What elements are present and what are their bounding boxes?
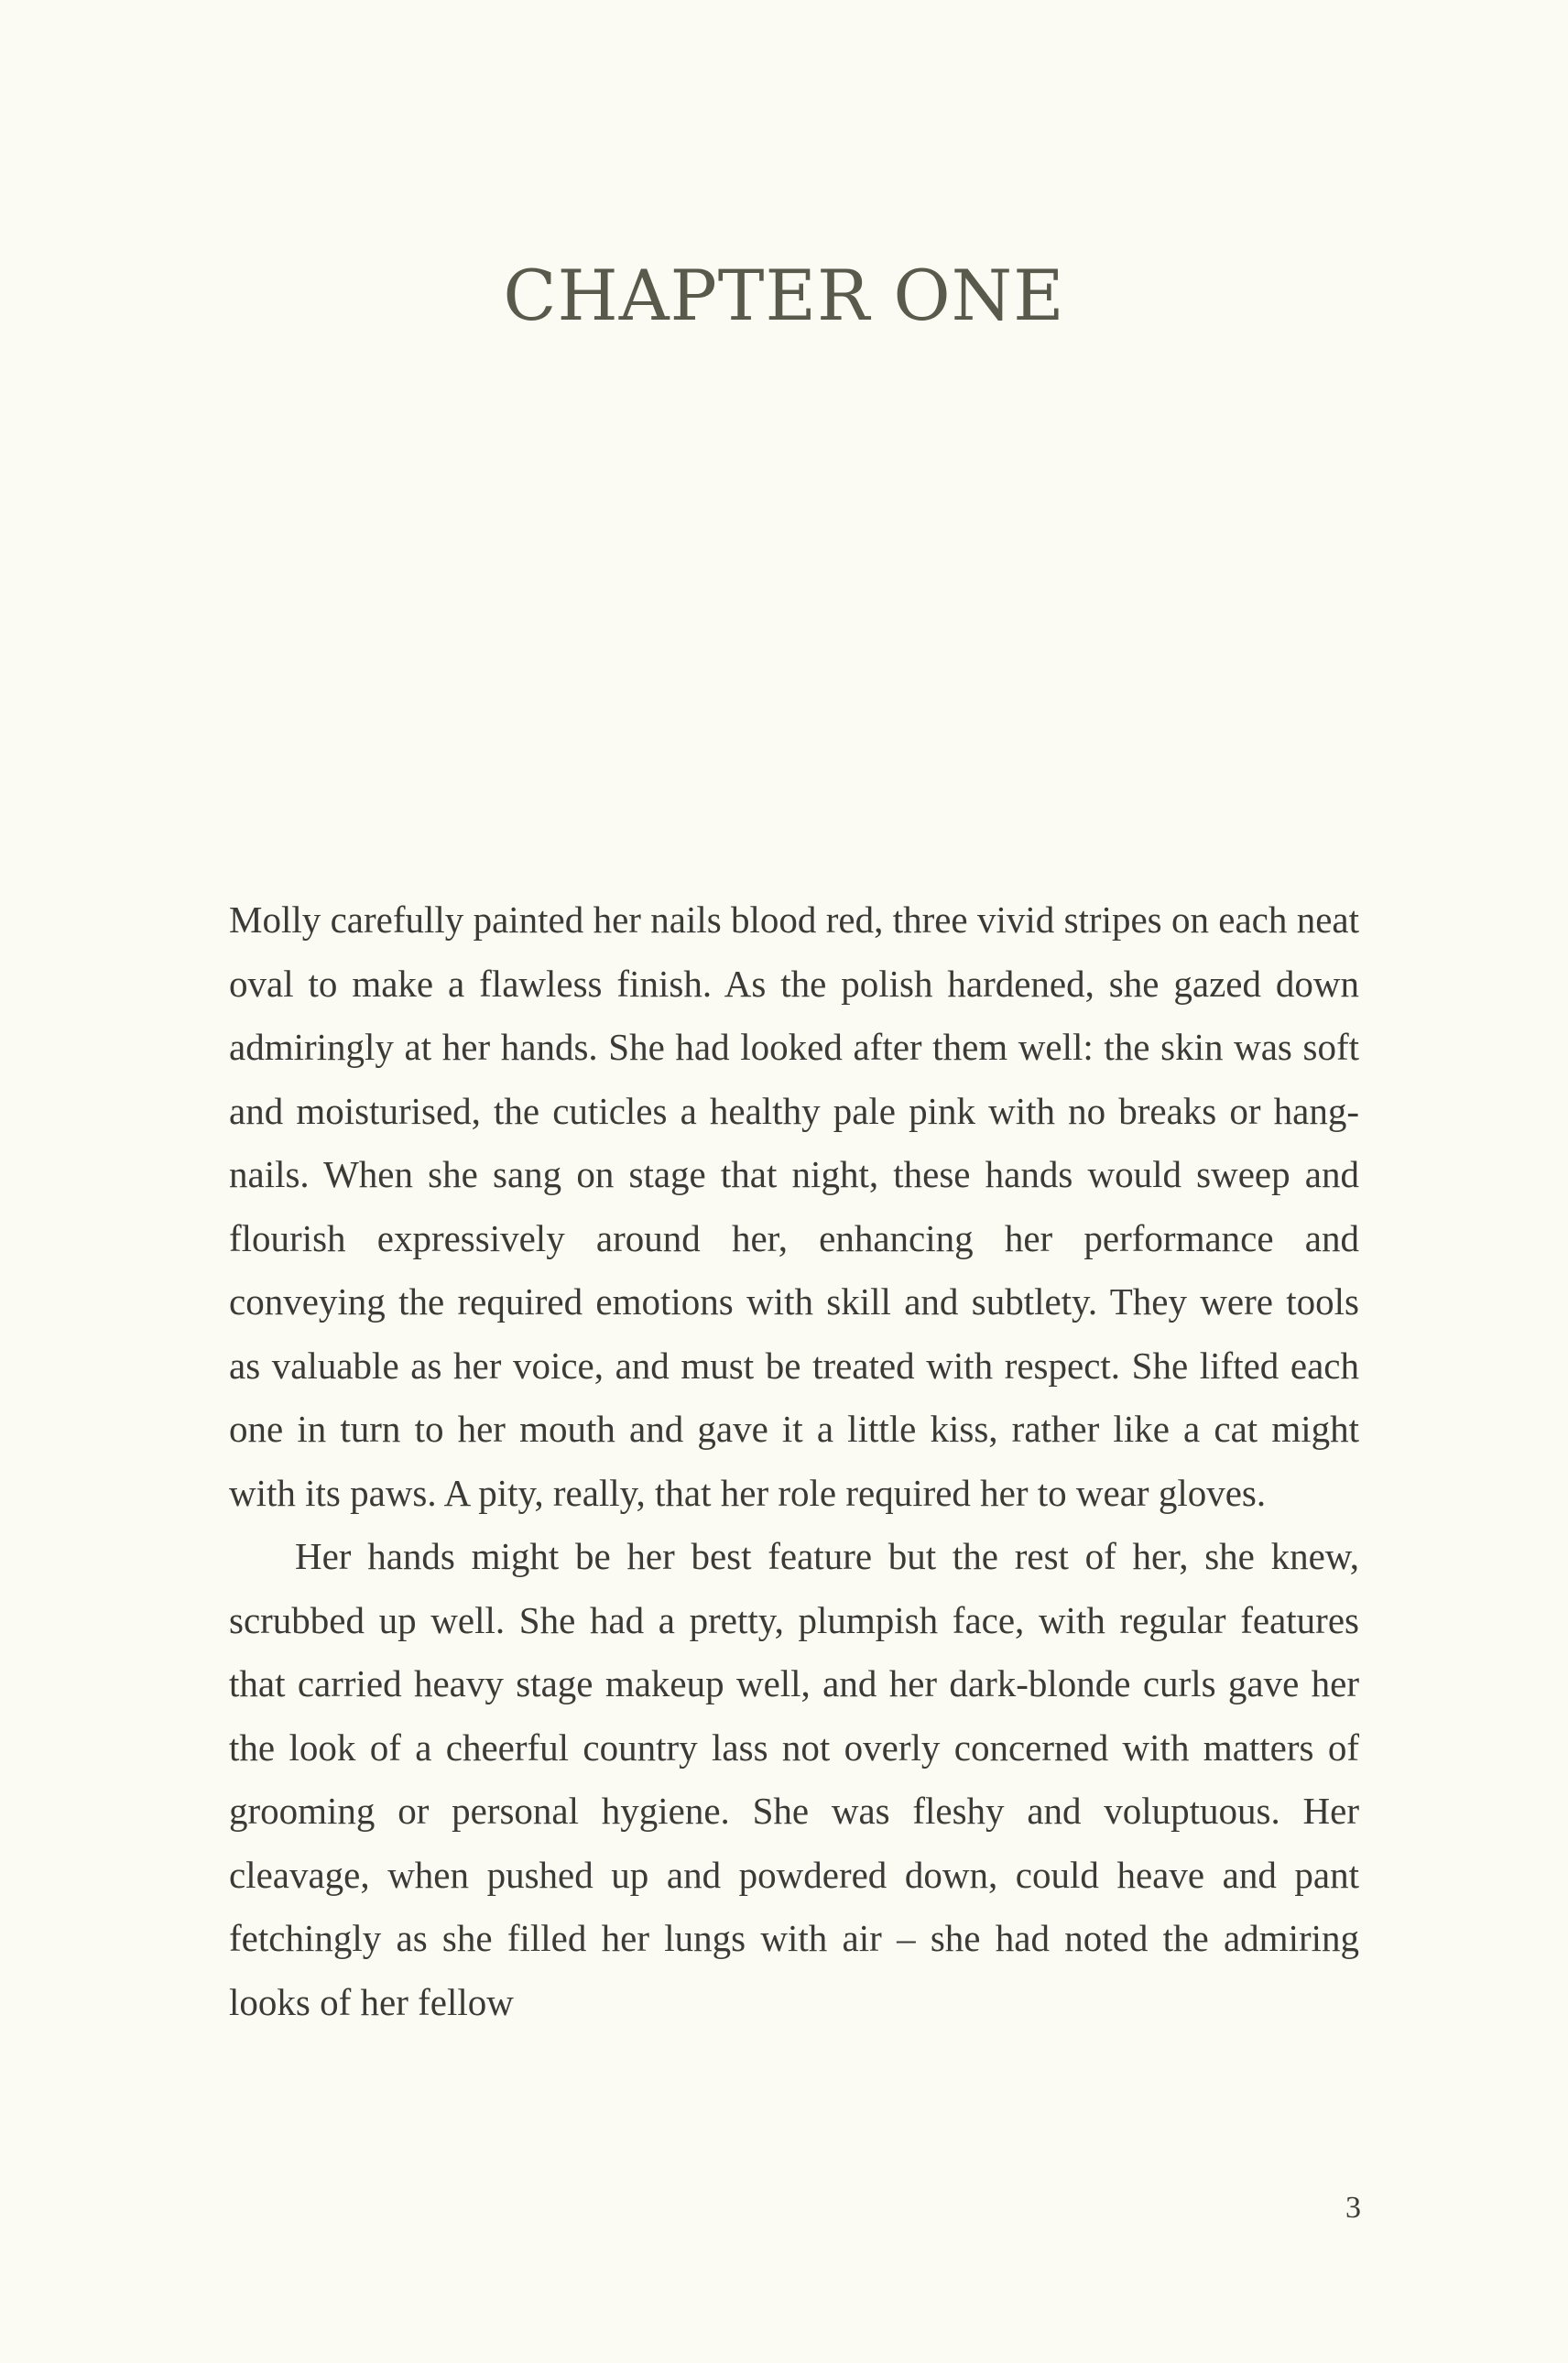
page-number: 3 [1345,2191,1361,2225]
chapter-title: CHAPTER ONE [503,255,1065,336]
paragraph-1: Molly carefully painted her nails blood red, three vivid stripes on each neat oval to make a flawless finish. As the polish hardened, she gazed down admiringly at her hands. She had looked after them well: the skin was soft and moisturised, the cuticles a healthy pale pink with no breaks or hang-nails. When she sang on stage that night, these hands would sweep and flourish expressively around her, enhancing her performance and conveying the required emotions with skill and subtlety. They were tools as valuable as her voice, and must be treated with respect. She lifted each one in turn to her mouth and gave it a little kiss, rather like a cat might with its paws. A pity, really, that her role required her to wear gloves. [229,898,1359,1514]
paragraph-2: Her hands might be her best feature but the rest of her, she knew, scrubbed up well. She had a pretty, plumpish face, with regular features that carried heavy stage makeup well, and her dark-blonde curls gave her the look of a cheerful country lass not overly concerned with matters of grooming or personal hygiene. She was fleshy and voluptuous. Her cleavage, when pushed up and powdered down, could heave and pant fetchingly as she filled her lungs with air – she had noted the admiring looks of her fellow [229,1535,1359,2023]
body-text [229,888,1359,2034]
